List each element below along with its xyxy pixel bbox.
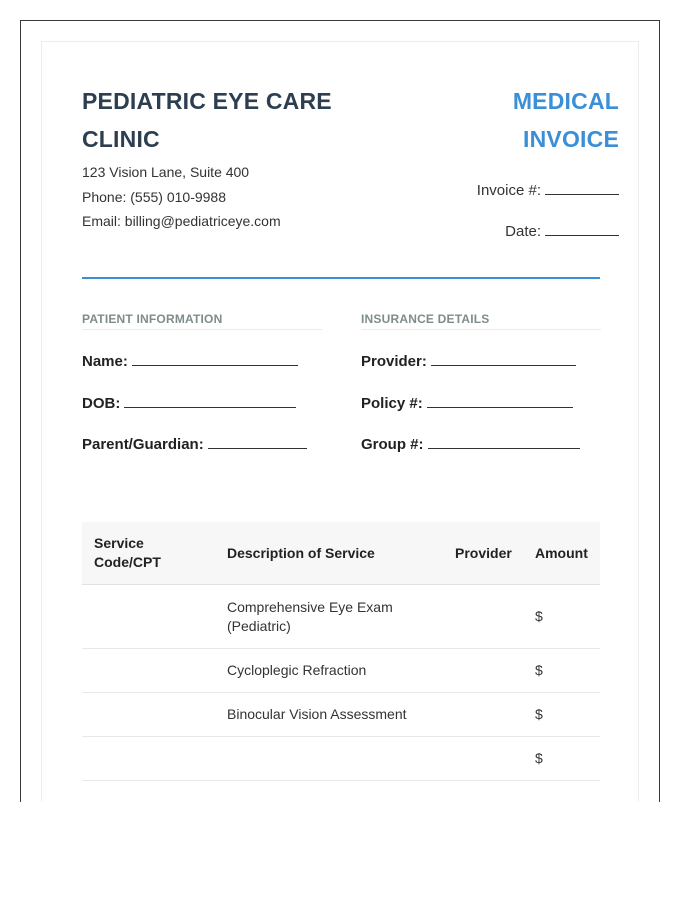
guardian-field[interactable] <box>82 434 307 453</box>
service-description-cell: Binocular Vision Assessment <box>215 693 443 737</box>
service-amount-cell[interactable]: $ <box>523 693 600 737</box>
policy-number-field[interactable] <box>361 393 573 412</box>
invoice-number-field[interactable] <box>477 181 619 199</box>
guardian-label: Parent/Guardian: <box>82 436 204 453</box>
page-frame <box>20 20 660 802</box>
service-description-cell: Cycloplegic Refraction <box>215 649 443 693</box>
group-number-field[interactable] <box>361 434 580 453</box>
table-row <box>82 693 600 737</box>
service-description-cell: Comprehensive Eye Exam (Pediatric) <box>215 585 443 649</box>
column-header-description: Description of Service <box>215 522 443 585</box>
services-table <box>82 522 600 781</box>
insurance-section-title: INSURANCE DETAILS <box>361 312 601 330</box>
clinic-email: Email: billing@pediatriceye.com <box>82 213 281 229</box>
table-row <box>82 649 600 693</box>
service-amount-cell[interactable]: $ <box>523 585 600 649</box>
invoice-sheet <box>41 41 639 801</box>
service-code-cell[interactable] <box>82 649 215 693</box>
invoice-number-label: Invoice #: <box>476 182 541 199</box>
policy-number-label: Policy #: <box>361 395 423 412</box>
clinic-phone: Phone: (555) 010-9988 <box>82 189 226 205</box>
invoice-date-label: Date: <box>505 223 541 240</box>
patient-name-field[interactable] <box>82 351 298 370</box>
service-provider-cell[interactable] <box>443 693 523 737</box>
insurance-provider-field[interactable] <box>361 351 576 370</box>
patient-dob-field[interactable] <box>82 393 296 412</box>
header-divider <box>82 277 600 279</box>
clinic-address: 123 Vision Lane, Suite 400 <box>82 164 250 180</box>
table-row <box>82 737 600 781</box>
service-provider-cell[interactable] <box>443 649 523 693</box>
service-provider-cell[interactable] <box>443 585 523 649</box>
patient-name-blank[interactable] <box>132 351 298 366</box>
policy-number-blank[interactable] <box>427 393 573 408</box>
patient-dob-label: DOB: <box>82 395 121 412</box>
guardian-blank[interactable] <box>208 434 307 449</box>
table-row <box>82 585 600 649</box>
insurance-provider-blank[interactable] <box>431 351 576 366</box>
patient-section-title: PATIENT INFORMATION <box>82 312 322 330</box>
patient-name-label: Name: <box>82 353 128 370</box>
clinic-name: PEDIATRIC EYE CARE CLINIC <box>82 88 332 152</box>
service-code-cell[interactable] <box>82 693 215 737</box>
invoice-number-blank[interactable] <box>545 181 619 195</box>
service-provider-cell[interactable] <box>443 737 523 781</box>
document-title: MEDICAL INVOICE <box>512 88 619 152</box>
invoice-date-blank[interactable] <box>545 222 619 236</box>
invoice-date-field[interactable] <box>505 222 619 240</box>
insurance-provider-label: Provider: <box>361 353 427 370</box>
column-header-code: Service Code/CPT <box>82 522 215 585</box>
table-header-row <box>82 522 600 585</box>
service-description-cell[interactable] <box>215 737 443 781</box>
group-number-label: Group #: <box>361 436 424 453</box>
service-code-cell[interactable] <box>82 585 215 649</box>
service-code-cell[interactable] <box>82 737 215 781</box>
service-amount-cell[interactable]: $ <box>523 737 600 781</box>
service-amount-cell[interactable]: $ <box>523 649 600 693</box>
patient-dob-blank[interactable] <box>124 393 296 408</box>
group-number-blank[interactable] <box>428 434 580 449</box>
column-header-amount: Amount <box>523 522 600 585</box>
column-header-provider: Provider <box>443 522 523 585</box>
